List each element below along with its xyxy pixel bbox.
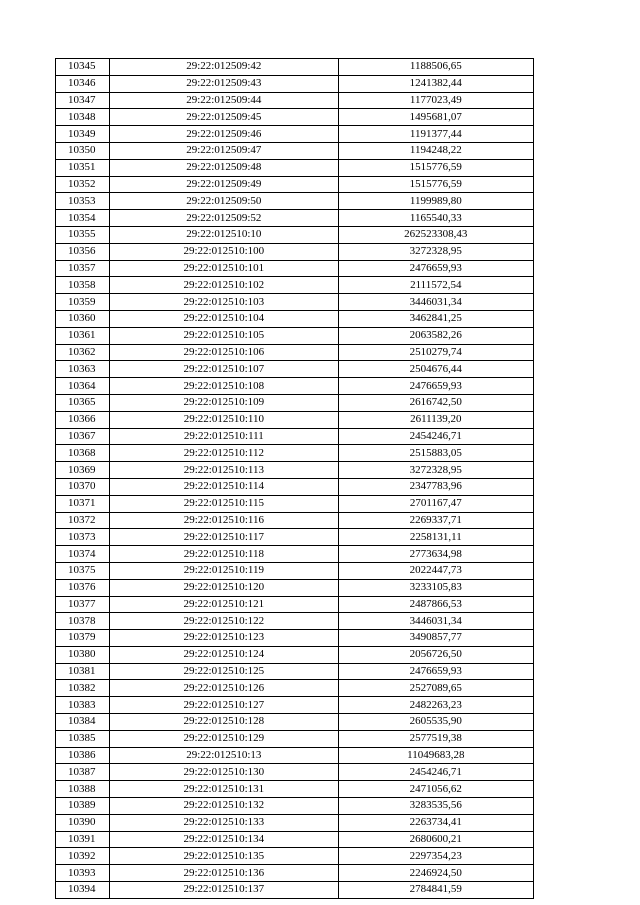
row-number-cell: 10366 [56, 411, 110, 428]
value-cell: 1191377,44 [338, 126, 533, 143]
value-cell: 3272328,95 [338, 462, 533, 479]
value-cell: 1515776,59 [338, 176, 533, 193]
value-cell: 1177023,49 [338, 92, 533, 109]
table-row [56, 277, 534, 294]
table-body [56, 59, 534, 899]
row-number-cell: 10354 [56, 210, 110, 227]
row-number-cell: 10386 [56, 747, 110, 764]
cadastral-number-cell: 29:22:012510:117 [110, 529, 338, 546]
value-cell: 2454246,71 [338, 764, 533, 781]
value-cell: 2246924,50 [338, 865, 533, 882]
value-cell: 2482263,23 [338, 697, 533, 714]
cadastral-number-cell: 29:22:012510:123 [110, 630, 338, 647]
cadastral-number-cell: 29:22:012510:101 [110, 260, 338, 277]
row-number-cell: 10347 [56, 92, 110, 109]
value-cell: 2680600,21 [338, 831, 533, 848]
row-number-cell: 10365 [56, 394, 110, 411]
row-number-cell: 10381 [56, 663, 110, 680]
value-cell: 3283535,56 [338, 798, 533, 815]
table-row [56, 697, 534, 714]
table-row [56, 848, 534, 865]
row-number-cell: 10356 [56, 243, 110, 260]
value-cell: 1194248,22 [338, 142, 533, 159]
row-number-cell: 10373 [56, 529, 110, 546]
table-row [56, 294, 534, 311]
table-row [56, 361, 534, 378]
value-cell: 2258131,11 [338, 529, 533, 546]
value-cell: 2510279,74 [338, 344, 533, 361]
table-row [56, 159, 534, 176]
cadastral-number-cell: 29:22:012510:126 [110, 680, 338, 697]
cadastral-number-cell: 29:22:012510:112 [110, 445, 338, 462]
table-row [56, 92, 534, 109]
value-cell: 1495681,07 [338, 109, 533, 126]
row-number-cell: 10384 [56, 714, 110, 731]
table-row [56, 714, 534, 731]
cadastral-number-cell: 29:22:012510:108 [110, 378, 338, 395]
value-cell: 2347783,96 [338, 478, 533, 495]
value-cell: 2487866,53 [338, 596, 533, 613]
value-cell: 3462841,25 [338, 310, 533, 327]
table-row [56, 310, 534, 327]
table-row [56, 579, 534, 596]
row-number-cell: 10350 [56, 142, 110, 159]
row-number-cell: 10385 [56, 730, 110, 747]
value-cell: 2701167,47 [338, 495, 533, 512]
cadastral-number-cell: 29:22:012510:114 [110, 478, 338, 495]
cadastral-number-cell: 29:22:012510:110 [110, 411, 338, 428]
cadastral-number-cell: 29:22:012509:48 [110, 159, 338, 176]
cadastral-number-cell: 29:22:012510:128 [110, 714, 338, 731]
value-cell: 3272328,95 [338, 243, 533, 260]
cadastral-number-cell: 29:22:012509:47 [110, 142, 338, 159]
cadastral-number-cell: 29:22:012510:137 [110, 882, 338, 899]
value-cell: 1188506,65 [338, 59, 533, 76]
value-cell: 2476659,93 [338, 663, 533, 680]
cadastral-number-cell: 29:22:012509:42 [110, 59, 338, 76]
value-cell: 2263734,41 [338, 814, 533, 831]
table-row [56, 747, 534, 764]
cadastral-number-cell: 29:22:012510:124 [110, 646, 338, 663]
cadastral-number-cell: 29:22:012509:44 [110, 92, 338, 109]
value-cell: 2476659,93 [338, 260, 533, 277]
cadastral-value-table [55, 58, 534, 899]
value-cell: 2111572,54 [338, 277, 533, 294]
value-cell: 3446031,34 [338, 294, 533, 311]
row-number-cell: 10378 [56, 613, 110, 630]
row-number-cell: 10361 [56, 327, 110, 344]
value-cell: 2515883,05 [338, 445, 533, 462]
row-number-cell: 10349 [56, 126, 110, 143]
row-number-cell: 10393 [56, 865, 110, 882]
value-cell: 1199989,80 [338, 193, 533, 210]
table-row [56, 562, 534, 579]
table-row [56, 596, 534, 613]
table-row [56, 546, 534, 563]
cadastral-number-cell: 29:22:012509:46 [110, 126, 338, 143]
cadastral-number-cell: 29:22:012510:10 [110, 226, 338, 243]
row-number-cell: 10383 [56, 697, 110, 714]
cadastral-number-cell: 29:22:012510:131 [110, 781, 338, 798]
value-cell: 2605535,90 [338, 714, 533, 731]
value-cell: 2056726,50 [338, 646, 533, 663]
table-row [56, 814, 534, 831]
value-cell: 1515776,59 [338, 159, 533, 176]
value-cell: 1165540,33 [338, 210, 533, 227]
value-cell: 2773634,98 [338, 546, 533, 563]
row-number-cell: 10382 [56, 680, 110, 697]
row-number-cell: 10377 [56, 596, 110, 613]
row-number-cell: 10368 [56, 445, 110, 462]
row-number-cell: 10355 [56, 226, 110, 243]
cadastral-number-cell: 29:22:012510:130 [110, 764, 338, 781]
value-cell: 3490857,77 [338, 630, 533, 647]
table-row [56, 344, 534, 361]
row-number-cell: 10380 [56, 646, 110, 663]
row-number-cell: 10369 [56, 462, 110, 479]
cadastral-number-cell: 29:22:012510:102 [110, 277, 338, 294]
value-cell: 2611139,20 [338, 411, 533, 428]
row-number-cell: 10374 [56, 546, 110, 563]
table-row [56, 260, 534, 277]
table-row [56, 142, 534, 159]
table-row [56, 126, 534, 143]
value-cell: 2269337,71 [338, 512, 533, 529]
row-number-cell: 10353 [56, 193, 110, 210]
table-row [56, 462, 534, 479]
table-row [56, 109, 534, 126]
cadastral-number-cell: 29:22:012510:103 [110, 294, 338, 311]
row-number-cell: 10372 [56, 512, 110, 529]
value-cell: 2504676,44 [338, 361, 533, 378]
cadastral-number-cell: 29:22:012509:43 [110, 75, 338, 92]
row-number-cell: 10379 [56, 630, 110, 647]
table-row [56, 478, 534, 495]
cadastral-number-cell: 29:22:012510:115 [110, 495, 338, 512]
cadastral-number-cell: 29:22:012509:52 [110, 210, 338, 227]
value-cell: 3233105,83 [338, 579, 533, 596]
cadastral-number-cell: 29:22:012510:111 [110, 428, 338, 445]
row-number-cell: 10360 [56, 310, 110, 327]
table-row [56, 378, 534, 395]
table-row [56, 210, 534, 227]
row-number-cell: 10391 [56, 831, 110, 848]
row-number-cell: 10351 [56, 159, 110, 176]
row-number-cell: 10345 [56, 59, 110, 76]
table-row [56, 394, 534, 411]
value-cell: 3446031,34 [338, 613, 533, 630]
row-number-cell: 10346 [56, 75, 110, 92]
value-cell: 2063582,26 [338, 327, 533, 344]
cadastral-number-cell: 29:22:012510:122 [110, 613, 338, 630]
table-row [56, 327, 534, 344]
row-number-cell: 10390 [56, 814, 110, 831]
row-number-cell: 10387 [56, 764, 110, 781]
cadastral-number-cell: 29:22:012510:121 [110, 596, 338, 613]
table-row [56, 193, 534, 210]
cadastral-number-cell: 29:22:012510:105 [110, 327, 338, 344]
table-row [56, 445, 534, 462]
table-row [56, 428, 534, 445]
row-number-cell: 10352 [56, 176, 110, 193]
table-row [56, 865, 534, 882]
table-row [56, 226, 534, 243]
cadastral-number-cell: 29:22:012510:100 [110, 243, 338, 260]
table-row [56, 646, 534, 663]
cadastral-number-cell: 29:22:012510:119 [110, 562, 338, 579]
table-row [56, 781, 534, 798]
cadastral-number-cell: 29:22:012510:109 [110, 394, 338, 411]
value-cell: 2577519,38 [338, 730, 533, 747]
row-number-cell: 10388 [56, 781, 110, 798]
row-number-cell: 10370 [56, 478, 110, 495]
cadastral-number-cell: 29:22:012510:127 [110, 697, 338, 714]
value-cell: 11049683,28 [338, 747, 533, 764]
row-number-cell: 10375 [56, 562, 110, 579]
table-row [56, 176, 534, 193]
table-row [56, 798, 534, 815]
table-row [56, 663, 534, 680]
cadastral-number-cell: 29:22:012510:13 [110, 747, 338, 764]
value-cell: 2454246,71 [338, 428, 533, 445]
value-cell: 2476659,93 [338, 378, 533, 395]
cadastral-number-cell: 29:22:012510:135 [110, 848, 338, 865]
row-number-cell: 10357 [56, 260, 110, 277]
table-row [56, 630, 534, 647]
value-cell: 2471056,62 [338, 781, 533, 798]
table-row [56, 243, 534, 260]
table-row [56, 680, 534, 697]
table-row [56, 764, 534, 781]
row-number-cell: 10358 [56, 277, 110, 294]
cadastral-number-cell: 29:22:012510:132 [110, 798, 338, 815]
table-row [56, 831, 534, 848]
value-cell: 1241382,44 [338, 75, 533, 92]
value-cell: 2616742,50 [338, 394, 533, 411]
cadastral-number-cell: 29:22:012510:125 [110, 663, 338, 680]
cadastral-number-cell: 29:22:012510:118 [110, 546, 338, 563]
cadastral-number-cell: 29:22:012510:120 [110, 579, 338, 596]
row-number-cell: 10376 [56, 579, 110, 596]
cadastral-number-cell: 29:22:012510:136 [110, 865, 338, 882]
table-row [56, 512, 534, 529]
row-number-cell: 10394 [56, 882, 110, 899]
cadastral-number-cell: 29:22:012509:49 [110, 176, 338, 193]
row-number-cell: 10362 [56, 344, 110, 361]
cadastral-number-cell: 29:22:012510:106 [110, 344, 338, 361]
cadastral-number-cell: 29:22:012510:107 [110, 361, 338, 378]
cadastral-number-cell: 29:22:012510:104 [110, 310, 338, 327]
row-number-cell: 10348 [56, 109, 110, 126]
table-row [56, 59, 534, 76]
cadastral-number-cell: 29:22:012510:133 [110, 814, 338, 831]
value-cell: 2784841,59 [338, 882, 533, 899]
row-number-cell: 10371 [56, 495, 110, 512]
table-row [56, 882, 534, 899]
row-number-cell: 10389 [56, 798, 110, 815]
row-number-cell: 10392 [56, 848, 110, 865]
table-row [56, 613, 534, 630]
cadastral-number-cell: 29:22:012510:129 [110, 730, 338, 747]
value-cell: 2527089,65 [338, 680, 533, 697]
value-cell: 262523308,43 [338, 226, 533, 243]
table-row [56, 529, 534, 546]
table-row [56, 411, 534, 428]
cadastral-number-cell: 29:22:012509:50 [110, 193, 338, 210]
row-number-cell: 10367 [56, 428, 110, 445]
row-number-cell: 10359 [56, 294, 110, 311]
table-row [56, 730, 534, 747]
value-cell: 2297354,23 [338, 848, 533, 865]
cadastral-number-cell: 29:22:012510:113 [110, 462, 338, 479]
row-number-cell: 10364 [56, 378, 110, 395]
table-row [56, 495, 534, 512]
value-cell: 2022447,73 [338, 562, 533, 579]
table-row [56, 75, 534, 92]
row-number-cell: 10363 [56, 361, 110, 378]
cadastral-number-cell: 29:22:012510:134 [110, 831, 338, 848]
cadastral-number-cell: 29:22:012510:116 [110, 512, 338, 529]
cadastral-number-cell: 29:22:012509:45 [110, 109, 338, 126]
